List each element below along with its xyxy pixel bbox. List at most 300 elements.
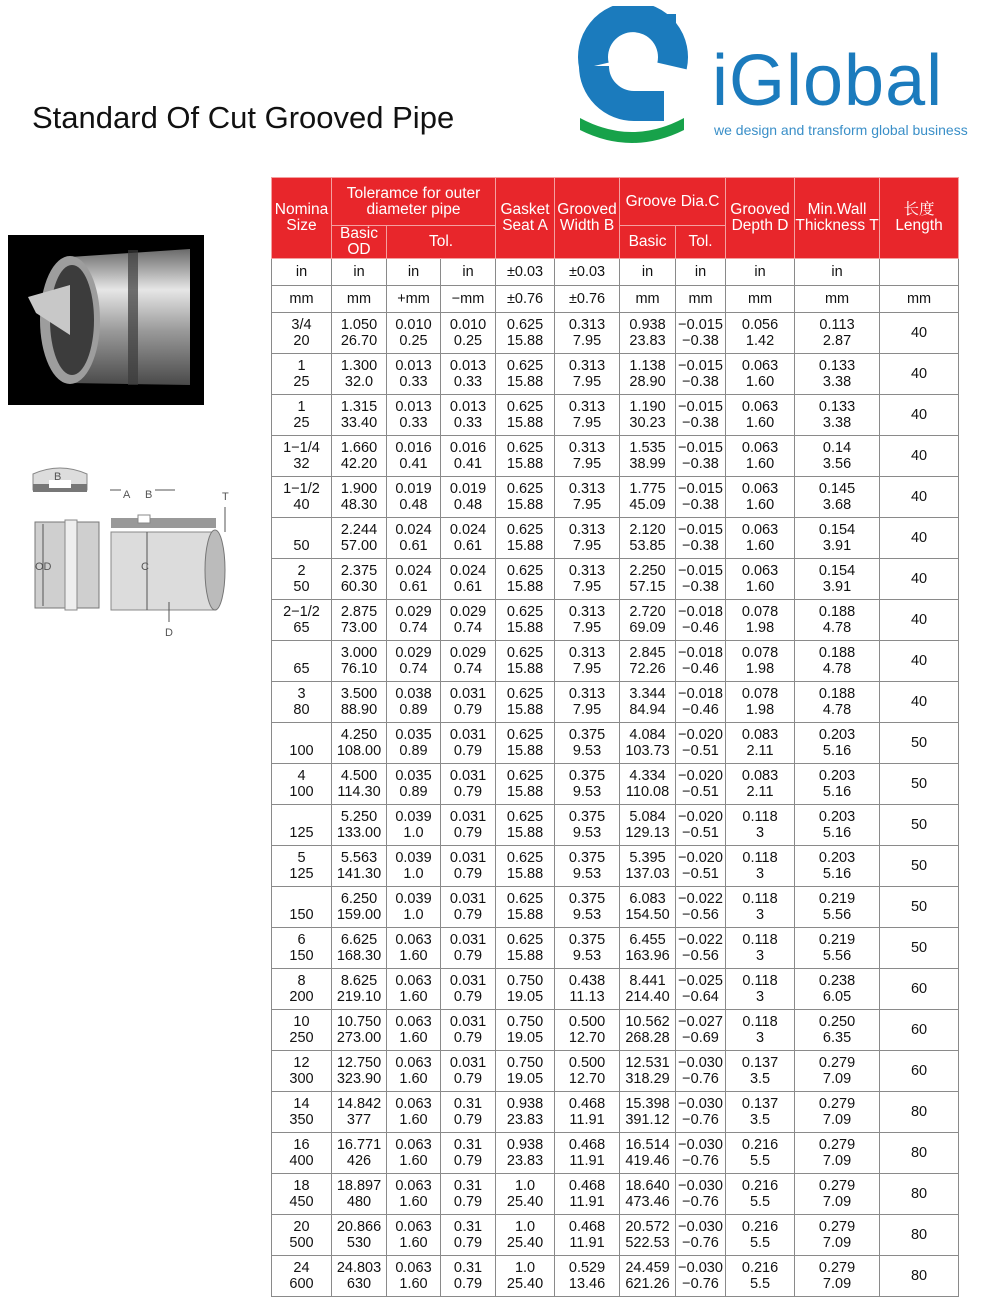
- table-cell: 50: [880, 805, 959, 846]
- table-cell: 0.313 7.95: [555, 477, 620, 518]
- table-cell: 80: [880, 1256, 959, 1297]
- table-cell: 14 350: [272, 1092, 332, 1133]
- table-cell: −0.022 −0.56: [676, 928, 726, 969]
- table-cell: 5.395 137.03: [620, 846, 676, 887]
- table-cell: 0.279 7.09: [795, 1174, 880, 1215]
- table-cell: 5.250 133.00: [332, 805, 387, 846]
- logo-tagline: we design and transform global business: [714, 122, 968, 138]
- table-cell: 0.216 5.5: [726, 1133, 795, 1174]
- table-cell: 40: [880, 313, 959, 354]
- table-cell: 0.279 7.09: [795, 1051, 880, 1092]
- table-cell: 0.250 6.35: [795, 1010, 880, 1051]
- table-cell: 0.313 7.95: [555, 600, 620, 641]
- table-row: [272, 928, 959, 969]
- table-cell: 0.031 0.79: [441, 764, 496, 805]
- table-cell: 0.031 0.79: [441, 1051, 496, 1092]
- table-cell: 0.118 3: [726, 1010, 795, 1051]
- table-cell: 0.938 23.83: [496, 1133, 555, 1174]
- table-cell: 0.313 7.95: [555, 518, 620, 559]
- table-cell: 0.031 0.79: [441, 723, 496, 764]
- table-cell: 18.897 480: [332, 1174, 387, 1215]
- table-cell: −0.015 −0.38: [676, 436, 726, 477]
- table-row: [272, 641, 959, 682]
- unit-cell: ±0.03: [496, 259, 555, 286]
- table-cell: 0.063 1.60: [387, 1215, 441, 1256]
- table-cell: 0.31 0.79: [441, 1174, 496, 1215]
- table-cell: 0.031 0.79: [441, 969, 496, 1010]
- table-cell: 40: [880, 559, 959, 600]
- table-cell: 0.063 1.60: [726, 477, 795, 518]
- table-cell: 0.013 0.33: [441, 395, 496, 436]
- table-cell: 0.279 7.09: [795, 1092, 880, 1133]
- table-cell: 0.625 15.88: [496, 477, 555, 518]
- table-cell: 1.0 25.40: [496, 1174, 555, 1215]
- table-cell: 3/4 20: [272, 313, 332, 354]
- table-cell: −0.020 −0.51: [676, 764, 726, 805]
- header-groove-dia: Groove Dia.C: [620, 178, 726, 226]
- table-cell: 0.203 5.16: [795, 764, 880, 805]
- table-cell: 4.334 110.08: [620, 764, 676, 805]
- table-cell: 0.029 0.74: [387, 641, 441, 682]
- table-cell: 0.31 0.79: [441, 1215, 496, 1256]
- table-cell: 0.625 15.88: [496, 313, 555, 354]
- table-cell: 0.188 4.78: [795, 641, 880, 682]
- table-cell: 24.459 621.26: [620, 1256, 676, 1297]
- table-cell: 0.024 0.61: [387, 559, 441, 600]
- table-cell: 0.625 15.88: [496, 436, 555, 477]
- table-cell: −0.020 −0.51: [676, 805, 726, 846]
- table-cell: 0.118 3: [726, 887, 795, 928]
- table-cell: −0.025 −0.64: [676, 969, 726, 1010]
- table-cell: 0.468 11.91: [555, 1174, 620, 1215]
- header-tol: Tol.: [387, 226, 496, 259]
- table-cell: 4.084 103.73: [620, 723, 676, 764]
- table-cell: −0.030 −0.76: [676, 1092, 726, 1133]
- table-cell: 0.063 1.60: [387, 1133, 441, 1174]
- grooved-pipe-spec-table: [271, 177, 959, 1297]
- table-cell: 16 400: [272, 1133, 332, 1174]
- table-cell: 0.137 3.5: [726, 1092, 795, 1133]
- table-cell: 1.775 45.09: [620, 477, 676, 518]
- table-cell: −0.015 −0.38: [676, 395, 726, 436]
- unit-cell: in: [726, 259, 795, 286]
- table-cell: 1.190 30.23: [620, 395, 676, 436]
- header-grooved-width: Grooved Width B: [555, 178, 620, 259]
- table-cell: 1.138 28.90: [620, 354, 676, 395]
- table-cell: 8.625 219.10: [332, 969, 387, 1010]
- table-cell: 0.019 0.48: [387, 477, 441, 518]
- table-cell: 0.625 15.88: [496, 395, 555, 436]
- table-row: [272, 600, 959, 641]
- table-cell: 2.244 57.00: [332, 518, 387, 559]
- table-cell: 1.0 25.40: [496, 1256, 555, 1297]
- header-length: 长度 Length: [880, 178, 959, 259]
- table-row: [272, 1215, 959, 1256]
- table-cell: 0.039 1.0: [387, 887, 441, 928]
- table-cell: 1.0 25.40: [496, 1215, 555, 1256]
- table-cell: 0.750 19.05: [496, 969, 555, 1010]
- table-row: [272, 313, 959, 354]
- table-cell: 40: [880, 354, 959, 395]
- unit-cell: mm: [332, 286, 387, 313]
- table-cell: 0.375 9.53: [555, 928, 620, 969]
- table-cell: 8.441 214.40: [620, 969, 676, 1010]
- table-cell: 0.625 15.88: [496, 641, 555, 682]
- table-cell: 20 500: [272, 1215, 332, 1256]
- table-cell: 24.803 630: [332, 1256, 387, 1297]
- table-cell: 16.514 419.46: [620, 1133, 676, 1174]
- table-cell: 1.300 32.0: [332, 354, 387, 395]
- table-cell: 1 25: [272, 354, 332, 395]
- table-cell: 0.500 12.70: [555, 1051, 620, 1092]
- table-cell: 0.625 15.88: [496, 846, 555, 887]
- table-cell: 1−1/4 32: [272, 436, 332, 477]
- table-cell: 5.084 129.13: [620, 805, 676, 846]
- table-cell: 1.315 33.40: [332, 395, 387, 436]
- unit-cell: ±0.03: [555, 259, 620, 286]
- unit-row: [272, 259, 959, 286]
- table-cell: 0.145 3.68: [795, 477, 880, 518]
- table-cell: −0.020 −0.51: [676, 723, 726, 764]
- table-cell: 0.016 0.41: [387, 436, 441, 477]
- table-cell: 0.031 0.79: [441, 928, 496, 969]
- table-cell: −0.015 −0.38: [676, 477, 726, 518]
- table-cell: −0.030 −0.76: [676, 1174, 726, 1215]
- table-cell: 1.660 42.20: [332, 436, 387, 477]
- diagram-label-a: A: [123, 489, 131, 501]
- table-cell: 60: [880, 969, 959, 1010]
- table-cell: 0.375 9.53: [555, 846, 620, 887]
- table-cell: 12 300: [272, 1051, 332, 1092]
- table-cell: 0.083 2.11: [726, 723, 795, 764]
- header-gasket-seat: Gasket Seat A: [496, 178, 555, 259]
- logo-wordmark: iGlobal: [712, 41, 944, 121]
- table-cell: 2 50: [272, 559, 332, 600]
- header-min-wall: Min.Wall Thickness T: [795, 178, 880, 259]
- table-cell: 0.279 7.09: [795, 1133, 880, 1174]
- table-cell: 0.313 7.95: [555, 313, 620, 354]
- table-cell: 125: [272, 805, 332, 846]
- table-cell: 0.063 1.60: [387, 1092, 441, 1133]
- unit-cell: in: [676, 259, 726, 286]
- table-cell: 0.500 12.70: [555, 1010, 620, 1051]
- table-cell: 0.035 0.89: [387, 723, 441, 764]
- table-cell: 40: [880, 641, 959, 682]
- table-cell: 0.313 7.95: [555, 559, 620, 600]
- table-cell: 0.029 0.74: [387, 600, 441, 641]
- table-cell: 4.250 108.00: [332, 723, 387, 764]
- diagram-label-c: C: [141, 561, 149, 573]
- table-cell: 0.750 19.05: [496, 1010, 555, 1051]
- table-row: [272, 1092, 959, 1133]
- table-row: [272, 395, 959, 436]
- table-cell: 0.31 0.79: [441, 1092, 496, 1133]
- unit-cell: mm: [272, 286, 332, 313]
- unit-cell: in: [441, 259, 496, 286]
- table-cell: 0.750 19.05: [496, 1051, 555, 1092]
- table-cell: 6.455 163.96: [620, 928, 676, 969]
- table-cell: −0.018 −0.46: [676, 600, 726, 641]
- unit-cell: ±0.76: [555, 286, 620, 313]
- table-cell: 40: [880, 518, 959, 559]
- table-cell: 8 200: [272, 969, 332, 1010]
- table-cell: 15.398 391.12: [620, 1092, 676, 1133]
- table-cell: 0.016 0.41: [441, 436, 496, 477]
- unit-cell: [880, 259, 959, 286]
- table-cell: 0.313 7.95: [555, 395, 620, 436]
- table-cell: 0.216 5.5: [726, 1256, 795, 1297]
- table-cell: 2.250 57.15: [620, 559, 676, 600]
- table-cell: 40: [880, 477, 959, 518]
- table-cell: −0.015 −0.38: [676, 518, 726, 559]
- table-cell: −0.030 −0.76: [676, 1256, 726, 1297]
- table-cell: 0.31 0.79: [441, 1133, 496, 1174]
- table-cell: 3 80: [272, 682, 332, 723]
- unit-cell: mm: [880, 286, 959, 313]
- table-cell: 0.188 4.78: [795, 682, 880, 723]
- logo-g-mark-icon: [572, 6, 712, 156]
- table-cell: 0.038 0.89: [387, 682, 441, 723]
- table-cell: 6 150: [272, 928, 332, 969]
- table-cell: 65: [272, 641, 332, 682]
- table-cell: 40: [880, 600, 959, 641]
- table-row: [272, 1133, 959, 1174]
- table-cell: 0.203 5.16: [795, 805, 880, 846]
- table-cell: 0.118 3: [726, 969, 795, 1010]
- table-cell: −0.015 −0.38: [676, 559, 726, 600]
- table-cell: 0.625 15.88: [496, 559, 555, 600]
- table-cell: 0.019 0.48: [441, 477, 496, 518]
- table-cell: 16.771 426: [332, 1133, 387, 1174]
- unit-cell: mm: [795, 286, 880, 313]
- table-cell: 150: [272, 887, 332, 928]
- table-cell: 1 25: [272, 395, 332, 436]
- spec-table-body: [272, 259, 959, 1297]
- table-cell: −0.018 −0.46: [676, 682, 726, 723]
- table-cell: −0.027 −0.69: [676, 1010, 726, 1051]
- iglobal-logo: [572, 6, 992, 156]
- table-row: [272, 969, 959, 1010]
- table-cell: 80: [880, 1133, 959, 1174]
- table-cell: 0.063 1.60: [387, 1174, 441, 1215]
- table-cell: 1−1/2 40: [272, 477, 332, 518]
- table-cell: 0.438 11.13: [555, 969, 620, 1010]
- table-cell: 0.031 0.79: [441, 682, 496, 723]
- table-row: [272, 1256, 959, 1297]
- diagram-label-b: B: [145, 489, 153, 501]
- table-cell: 0.083 2.11: [726, 764, 795, 805]
- table-row: [272, 354, 959, 395]
- table-row: [272, 805, 959, 846]
- table-cell: −0.030 −0.76: [676, 1215, 726, 1256]
- table-cell: −0.015 −0.38: [676, 354, 726, 395]
- table-cell: −0.020 −0.51: [676, 846, 726, 887]
- table-cell: 0.154 3.91: [795, 559, 880, 600]
- table-cell: −0.030 −0.76: [676, 1133, 726, 1174]
- table-row: [272, 1010, 959, 1051]
- table-cell: 0.024 0.61: [441, 518, 496, 559]
- table-row: [272, 887, 959, 928]
- table-cell: 0.031 0.79: [441, 846, 496, 887]
- grooved-pipe-photo: [8, 235, 204, 405]
- table-cell: 0.063 1.60: [387, 969, 441, 1010]
- unit-cell: in: [387, 259, 441, 286]
- table-row: [272, 477, 959, 518]
- table-cell: 6.250 159.00: [332, 887, 387, 928]
- table-cell: 0.625 15.88: [496, 518, 555, 559]
- unit-cell: mm: [620, 286, 676, 313]
- table-cell: 0.078 1.98: [726, 641, 795, 682]
- table-cell: 0.056 1.42: [726, 313, 795, 354]
- table-cell: 4 100: [272, 764, 332, 805]
- table-cell: 10.562 268.28: [620, 1010, 676, 1051]
- table-cell: 14.842 377: [332, 1092, 387, 1133]
- table-cell: 0.216 5.5: [726, 1174, 795, 1215]
- table-cell: 0.063 1.60: [387, 1256, 441, 1297]
- table-cell: 50: [880, 928, 959, 969]
- unit-cell: in: [620, 259, 676, 286]
- table-cell: 0.938 23.83: [496, 1092, 555, 1133]
- table-cell: 40: [880, 395, 959, 436]
- table-cell: 0.039 1.0: [387, 805, 441, 846]
- table-cell: 0.031 0.79: [441, 887, 496, 928]
- table-cell: 0.154 3.91: [795, 518, 880, 559]
- table-cell: 100: [272, 723, 332, 764]
- table-cell: 0.063 1.60: [726, 436, 795, 477]
- table-cell: 50: [880, 723, 959, 764]
- table-cell: 0.625 15.88: [496, 723, 555, 764]
- table-cell: 20.572 522.53: [620, 1215, 676, 1256]
- table-cell: 0.625 15.88: [496, 928, 555, 969]
- unit-row: [272, 286, 959, 313]
- diagram-label-od: OD: [35, 561, 52, 573]
- table-cell: 0.013 0.33: [387, 395, 441, 436]
- table-cell: −0.018 −0.46: [676, 641, 726, 682]
- table-cell: 6.625 168.30: [332, 928, 387, 969]
- table-cell: −0.030 −0.76: [676, 1051, 726, 1092]
- table-cell: 0.039 1.0: [387, 846, 441, 887]
- table-cell: 80: [880, 1092, 959, 1133]
- unit-cell: in: [272, 259, 332, 286]
- table-cell: 0.14 3.56: [795, 436, 880, 477]
- table-row: [272, 1051, 959, 1092]
- table-cell: 60: [880, 1051, 959, 1092]
- table-row: [272, 436, 959, 477]
- table-cell: 0.529 13.46: [555, 1256, 620, 1297]
- table-cell: 18 450: [272, 1174, 332, 1215]
- table-row: [272, 682, 959, 723]
- table-cell: 2.375 60.30: [332, 559, 387, 600]
- table-row: [272, 559, 959, 600]
- table-cell: 0.024 0.61: [387, 518, 441, 559]
- unit-cell: mm: [676, 286, 726, 313]
- table-cell: 0.625 15.88: [496, 682, 555, 723]
- header-nominal-size: Nomina Size: [272, 178, 332, 259]
- table-cell: 0.375 9.53: [555, 764, 620, 805]
- header-groove-tol: Tol.: [676, 226, 726, 259]
- table-cell: 1.900 48.30: [332, 477, 387, 518]
- table-cell: 0.625 15.88: [496, 887, 555, 928]
- table-cell: 3.000 76.10: [332, 641, 387, 682]
- table-cell: 5 125: [272, 846, 332, 887]
- table-cell: 10 250: [272, 1010, 332, 1051]
- table-cell: 0.031 0.79: [441, 805, 496, 846]
- table-row: [272, 723, 959, 764]
- header-basic-od: Basic OD: [332, 226, 387, 259]
- page-title: Standard Of Cut Grooved Pipe: [32, 100, 455, 135]
- table-cell: 6.083 154.50: [620, 887, 676, 928]
- table-cell: 50: [880, 846, 959, 887]
- table-cell: 0.188 4.78: [795, 600, 880, 641]
- table-cell: 0.024 0.61: [441, 559, 496, 600]
- table-cell: 0.010 0.25: [441, 313, 496, 354]
- table-cell: 3.500 88.90: [332, 682, 387, 723]
- table-cell: 40: [880, 436, 959, 477]
- table-cell: 2.875 73.00: [332, 600, 387, 641]
- table-cell: 60: [880, 1010, 959, 1051]
- table-cell: 4.500 114.30: [332, 764, 387, 805]
- table-cell: 0.938 23.83: [620, 313, 676, 354]
- table-cell: 50: [880, 764, 959, 805]
- table-cell: 0.625 15.88: [496, 354, 555, 395]
- table-cell: 0.375 9.53: [555, 887, 620, 928]
- unit-cell: mm: [726, 286, 795, 313]
- table-cell: 0.216 5.5: [726, 1215, 795, 1256]
- table-cell: 2.845 72.26: [620, 641, 676, 682]
- table-cell: 0.137 3.5: [726, 1051, 795, 1092]
- diagram-label-t: T: [222, 491, 229, 503]
- table-cell: 2.120 53.85: [620, 518, 676, 559]
- table-cell: 0.010 0.25: [387, 313, 441, 354]
- table-cell: 0.375 9.53: [555, 723, 620, 764]
- table-cell: 0.063 1.60: [387, 928, 441, 969]
- table-cell: 10.750 273.00: [332, 1010, 387, 1051]
- header-grooved-depth: Grooved Depth D: [726, 178, 795, 259]
- table-cell: 0.313 7.95: [555, 641, 620, 682]
- table-cell: 50: [272, 518, 332, 559]
- table-cell: 0.063 1.60: [726, 518, 795, 559]
- table-cell: 0.375 9.53: [555, 805, 620, 846]
- unit-cell: −mm: [441, 286, 496, 313]
- table-cell: 0.013 0.33: [387, 354, 441, 395]
- table-row: [272, 1174, 959, 1215]
- table-cell: 20.866 530: [332, 1215, 387, 1256]
- table-cell: 0.219 5.56: [795, 928, 880, 969]
- table-cell: 0.203 5.16: [795, 723, 880, 764]
- table-cell: 0.013 0.33: [441, 354, 496, 395]
- table-cell: 0.279 7.09: [795, 1256, 880, 1297]
- table-cell: 12.750 323.90: [332, 1051, 387, 1092]
- table-cell: −0.015 −0.38: [676, 313, 726, 354]
- table-cell: 0.063 1.60: [726, 395, 795, 436]
- table-cell: 80: [880, 1215, 959, 1256]
- table-cell: 0.468 11.91: [555, 1215, 620, 1256]
- table-cell: 2.720 69.09: [620, 600, 676, 641]
- table-cell: 40: [880, 682, 959, 723]
- table-cell: 0.313 7.95: [555, 682, 620, 723]
- table-cell: 0.078 1.98: [726, 600, 795, 641]
- table-cell: 0.118 3: [726, 846, 795, 887]
- table-cell: 0.468 11.91: [555, 1092, 620, 1133]
- table-row: [272, 846, 959, 887]
- table-cell: 0.133 3.38: [795, 395, 880, 436]
- table-cell: 0.029 0.74: [441, 600, 496, 641]
- table-cell: 0.035 0.89: [387, 764, 441, 805]
- unit-cell: in: [795, 259, 880, 286]
- table-row: [272, 518, 959, 559]
- table-cell: 0.625 15.88: [496, 600, 555, 641]
- groove-dimension-diagram: [25, 462, 245, 642]
